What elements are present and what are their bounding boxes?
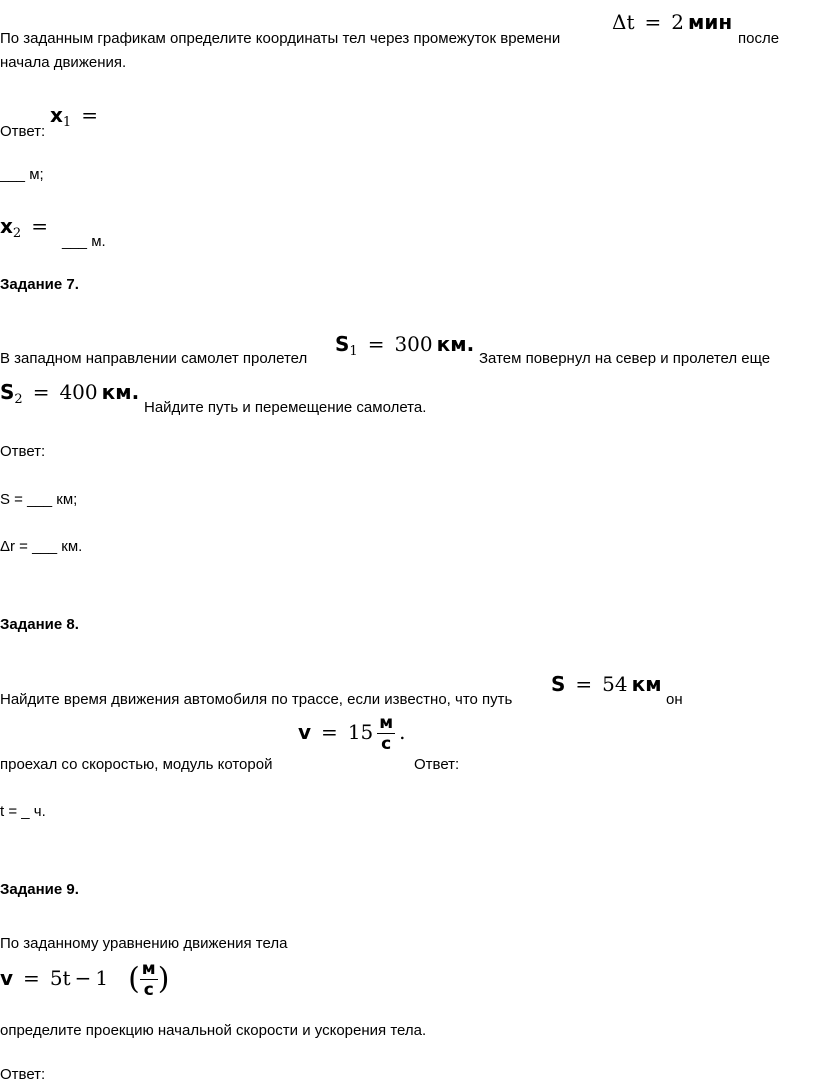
task9-text1: По заданному уравнению движения тела bbox=[0, 935, 288, 952]
task7-text3: Найдите путь и перемещение самолета. bbox=[144, 399, 427, 416]
task8-answer-inline: Ответ: bbox=[414, 756, 460, 773]
formula-v-task9: v = 5t − 1 ( $\frac{м}{с}$ ) bbox=[0, 959, 170, 1000]
task7-answer-s: S = ___ км; bbox=[0, 491, 78, 508]
task8-text3: проехал со скоростью, модуль которой bbox=[0, 756, 273, 773]
task8-text1: Найдите время движения автомобиля по трассе, если известно, что путь bbox=[0, 691, 513, 708]
formula-delta-t: Δt = 2 мин bbox=[612, 10, 733, 34]
task7-title: Задание 7. bbox=[0, 276, 79, 293]
task8-answer-t: t = _ ч. bbox=[0, 803, 46, 820]
task9-answer-label: Ответ: bbox=[0, 1066, 46, 1083]
fraction-m-per-s: $\frac{м}{с}$ bbox=[379, 713, 394, 754]
task7-answer-dr: Δr = ___ км. bbox=[0, 538, 83, 555]
intro-blank-x1: ___ м; bbox=[0, 166, 44, 183]
task7-text1: В западном направлении самолет пролетел bbox=[0, 350, 308, 367]
intro-answer-label: Ответ: bbox=[0, 123, 46, 140]
task8-title: Задание 8. bbox=[0, 616, 79, 633]
intro-text-after: после bbox=[738, 30, 780, 47]
formula-x2: $x_2$ = bbox=[0, 214, 48, 241]
formula-s2: $S_2 = 400$ км. bbox=[0, 380, 140, 407]
task7-text2: Затем повернул на север и пролетел еще bbox=[479, 350, 771, 367]
task7-answer-label: Ответ: bbox=[0, 443, 46, 460]
paren-open: ( bbox=[128, 961, 140, 997]
fraction-m-per-s-task9: $\frac{м}{с}$ bbox=[141, 959, 156, 1000]
formula-v-task8: v = 15 $\frac{м}{с}$ . bbox=[298, 713, 406, 754]
intro-text-line2: начала движения. bbox=[0, 54, 127, 71]
paren-close: ) bbox=[157, 961, 170, 997]
intro-blank-x2: ___ м. bbox=[62, 233, 106, 250]
formula-s1: $S_1 = 300$ км. bbox=[335, 332, 475, 359]
task9-title: Задание 9. bbox=[0, 881, 79, 898]
formula-s-task8: S = 54 км bbox=[551, 672, 662, 696]
task8-text2: он bbox=[666, 691, 683, 708]
task9-text2: определите проекцию начальной скорости и ускорения тела. bbox=[0, 1022, 427, 1039]
formula-x1: $x_1$ = bbox=[50, 103, 98, 130]
intro-text-line1: По заданным графикам определите координаты тел через промежуток времени bbox=[0, 30, 561, 47]
